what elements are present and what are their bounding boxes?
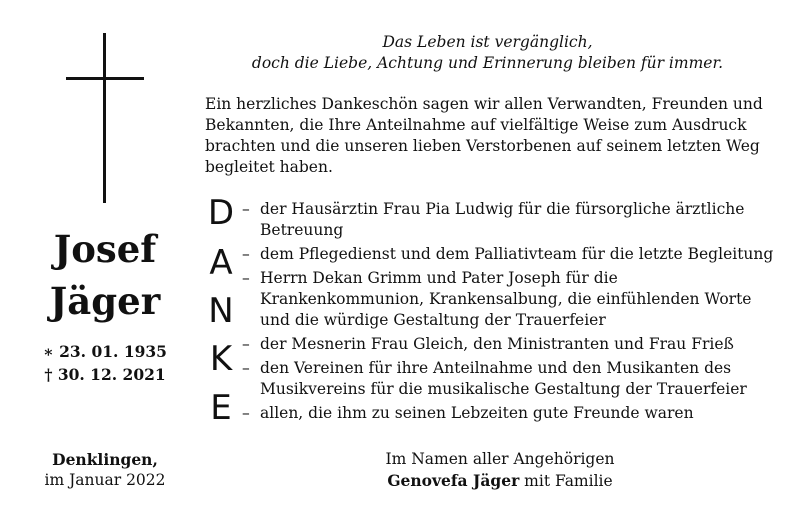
dash: – bbox=[242, 335, 250, 353]
list-item-text: den Vereinen für ihre Anteilnahme und den Musikanten des Musikvereins für die musikalische Gestaltung der Trauerfeier bbox=[260, 359, 747, 398]
motto bbox=[205, 32, 770, 74]
list-item-text: allen, die ihm zu seinen Lebzeiten gute Freunde waren bbox=[260, 404, 694, 422]
place: Denklingen, bbox=[52, 450, 158, 469]
list-item bbox=[242, 403, 782, 424]
signatory-suffix: mit Familie bbox=[519, 472, 613, 490]
danke-letter: A bbox=[209, 243, 233, 283]
motto-line-1: Das Leben ist vergänglich, bbox=[382, 33, 593, 51]
dash: – bbox=[242, 269, 250, 287]
cross-icon bbox=[66, 33, 144, 203]
deceased-first-name: Josef bbox=[53, 227, 157, 271]
closing-line: Im Namen aller Angehörigen bbox=[385, 450, 615, 468]
list-item bbox=[242, 199, 782, 241]
list-item bbox=[242, 244, 782, 265]
signatory bbox=[330, 470, 670, 492]
dash: – bbox=[242, 200, 250, 218]
life-dates bbox=[20, 340, 190, 386]
motto-line-2: doch die Liebe, Achtung und Erinnerung bleiben für immer. bbox=[251, 54, 724, 72]
list-item-text: der Hausärztin Frau Pia Ludwig für die fürsorgliche ärztliche Betreuung bbox=[260, 200, 745, 239]
deceased-last-name: Jäger bbox=[49, 279, 161, 323]
danke-letter: E bbox=[210, 388, 232, 428]
birth-date: ∗ 23. 01. 1935 bbox=[43, 342, 167, 361]
place-date bbox=[20, 449, 190, 491]
dash: – bbox=[242, 245, 250, 263]
date: im Januar 2022 bbox=[44, 471, 166, 489]
list-item-text: dem Pflegedienst und dem Palliativteam für die letzte Begleitung bbox=[260, 245, 774, 263]
list-item-text: der Mesnerin Frau Gleich, den Ministranten und Frau Frieß bbox=[260, 335, 734, 353]
list-item bbox=[242, 268, 782, 331]
death-date: † 30. 12. 2021 bbox=[44, 365, 166, 384]
danke-letter: N bbox=[208, 291, 234, 331]
dash: – bbox=[242, 359, 250, 377]
dash: – bbox=[242, 404, 250, 422]
signatory-name: Genovefa Jäger bbox=[387, 471, 520, 490]
list-item bbox=[242, 358, 782, 400]
danke-letter: K bbox=[209, 339, 233, 379]
list-item-text: Herrn Dekan Grimm und Pater Joseph für die Krankenkommunion, Krankensalbung, die einfühlenden Worte und die würdige Gestaltung der Trauerfeier bbox=[260, 269, 752, 329]
thanks-list bbox=[242, 199, 782, 424]
list-item bbox=[242, 334, 782, 355]
intro-text: Ein herzliches Dankeschön sagen wir allen Verwandten, Freunden und Bekannten, die Ihre Anteilnahme auf vielfältige Weise zum Ausdruck brachten und die unseren lieben Verstorbenen auf seinem letzten Weg begleitet haben. bbox=[205, 95, 763, 176]
closing-signature bbox=[330, 449, 670, 492]
danke-letter: D bbox=[207, 193, 235, 233]
